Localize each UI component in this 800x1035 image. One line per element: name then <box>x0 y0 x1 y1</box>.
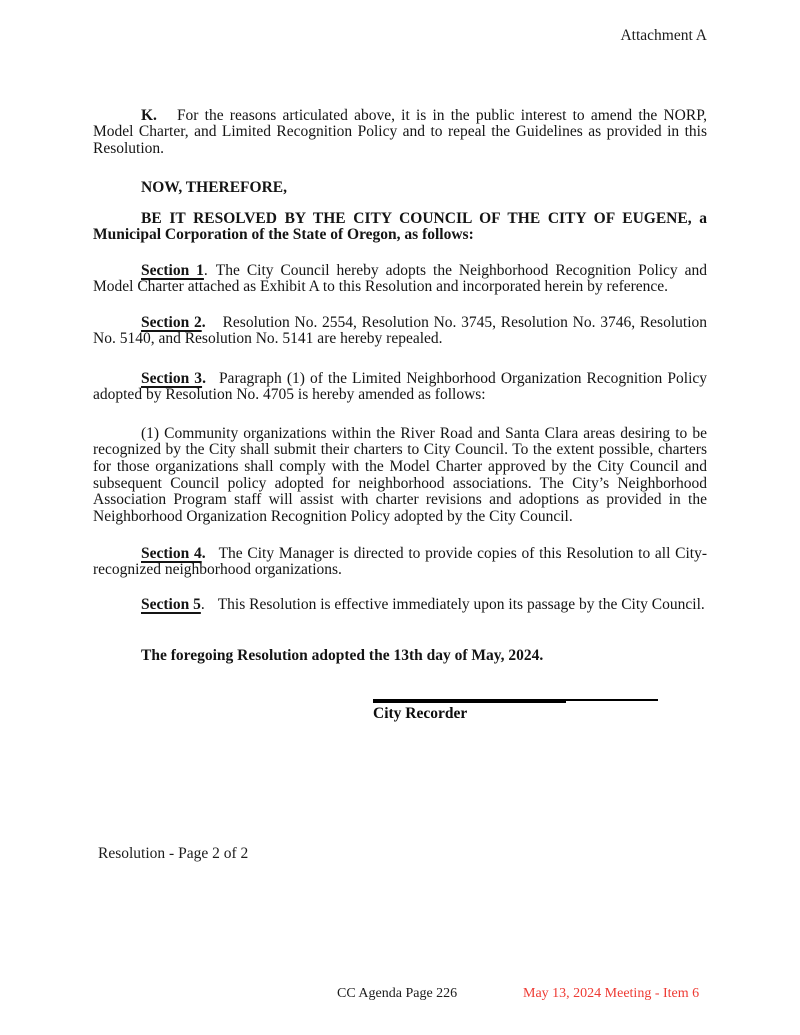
attachment-label: Attachment A <box>620 27 707 44</box>
amendment-paragraph: (1) Community organizations within the River Road and Santa Clara areas desiring to be recognized by the City shall submit their charters to City Council. To the extent possible, charters for those organizations shall comply with the Model Charter approved by the City Council and subsequent Council policy adopted for neighborhood associations. The City’s Neighborhood Association Program staff will assist with charter revisions and adoptions as provided in the Neighborhood Organization Recognition Policy adopted by the City Council. <box>93 424 707 526</box>
section-4-punct: . <box>201 544 206 562</box>
section-2-punct: . <box>201 313 206 331</box>
section-4-label: Section 4 <box>141 544 202 562</box>
signature-block <box>373 699 658 722</box>
agenda-page-label: CC Agenda Page 226 <box>337 986 458 1001</box>
section-5-text: This Resolution is effective immediately upon its passage by the City Council. <box>217 595 705 613</box>
page-number-label: Resolution - Page 2 of 2 <box>98 845 249 862</box>
paragraph-k-label: K. <box>141 106 157 124</box>
section-5-punct: . <box>200 595 205 613</box>
paragraph-k-text: For the reasons articulated above, it is in the public interest to amend the NORP, Model Charter, and Limited Recognition Policy and to repeal the Guidelines as provided in this Resolution. <box>93 106 707 157</box>
section-1-label: Section 1 <box>141 261 204 279</box>
section-2-paragraph <box>93 315 707 348</box>
meeting-item-label: May 13, 2024 Meeting - Item 6 <box>523 986 700 1001</box>
section-2-label: Section 2 <box>141 313 202 331</box>
signature-line <box>373 699 658 704</box>
section-3-paragraph <box>93 371 707 404</box>
section-4-text: The City Manager is directed to provide copies of this Resolution to all City-recognized neighborhood organizations. <box>93 544 708 579</box>
now-therefore-heading: NOW, THEREFORE, <box>141 178 287 196</box>
paragraph-k <box>93 108 707 158</box>
section-2-text: Resolution No. 2554, Resolution No. 3745, Resolution No. 3746, Resolution No. 5140, and Resolution No. 5141 are hereby repealed. <box>93 313 708 348</box>
section-5-paragraph <box>93 597 707 614</box>
section-1-text: The City Council hereby adopts the Neighborhood Recognition Policy and Model Charter attached as Exhibit A to this Resolution and incorporated herein by reference. <box>93 261 708 296</box>
section-4-paragraph <box>93 546 707 579</box>
signature-title: City Recorder <box>373 705 468 722</box>
section-3-label: Section 3 <box>141 369 203 387</box>
section-5-label: Section 5 <box>141 595 201 613</box>
be-it-resolved-paragraph: BE IT RESOLVED BY THE CITY COUNCIL OF THE CITY OF EUGENE, a Municipal Corporation of the State of Oregon, as follows: <box>93 209 707 244</box>
adoption-statement: The foregoing Resolution adopted the 13th day of May, 2024. <box>141 646 544 664</box>
section-1-paragraph <box>93 263 707 296</box>
section-1-punct: . <box>203 261 208 279</box>
section-3-punct: . <box>202 369 206 387</box>
section-3-text: Paragraph (1) of the Limited Neighborhood Organization Recognition Policy adopted by Resolution No. 4705 is hereby amended as follows: <box>93 369 707 404</box>
